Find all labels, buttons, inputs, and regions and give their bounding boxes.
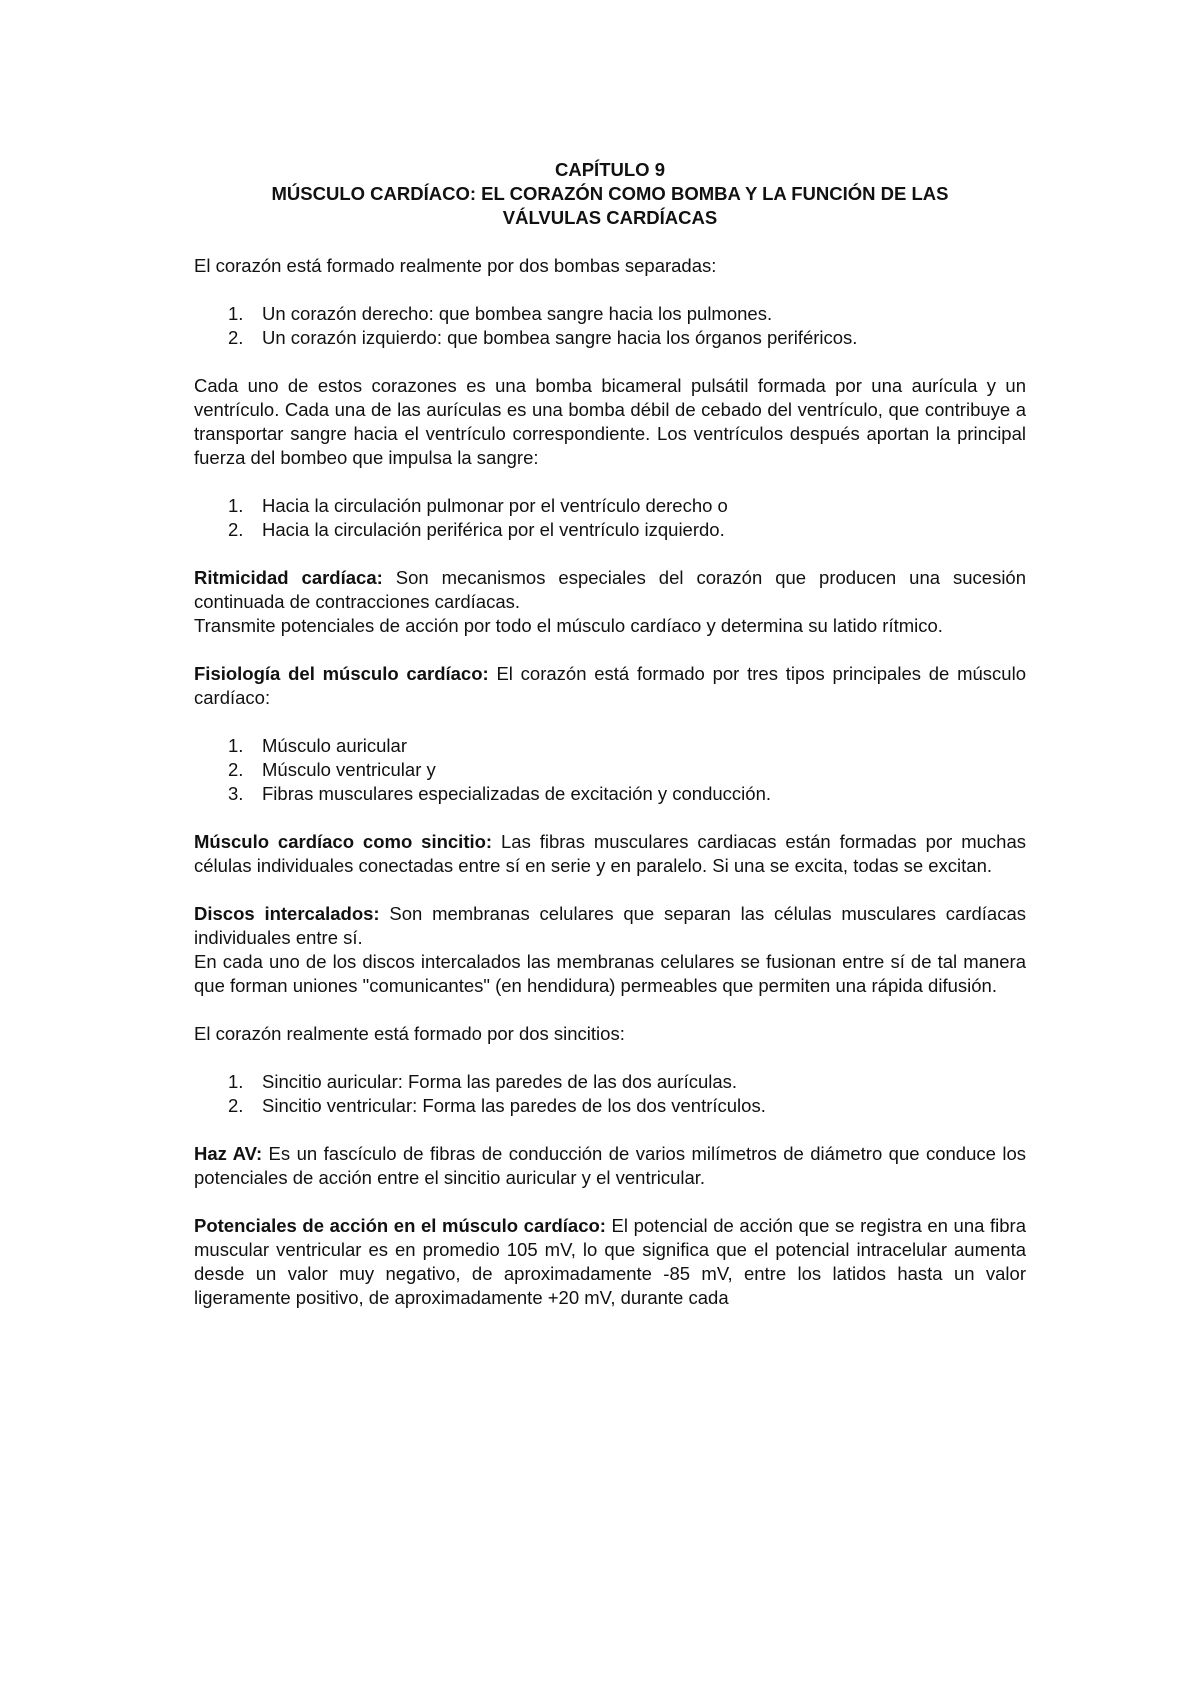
list-number: 2. [228,327,244,348]
list-text: Sincitio ventricular: Forma las paredes de los dos ventrículos. [262,1095,766,1116]
term-label: Discos intercalados: [194,903,380,924]
list-number: 2. [228,759,244,780]
list-text: Hacia la circulación periférica por el ventrículo izquierdo. [262,519,725,540]
chambers-list [194,494,1026,542]
list-number: 3. [228,783,244,804]
list-number: 2. [228,1095,244,1116]
term-definition: El potencial de acción que se registra en una fibra muscular ventricular es en promedio 105 mV, lo que significa que el potencial intracelular aumenta desde un valor muy negativo, de aproximadamente -85 mV, entre los latidos hasta un valor ligeramente positivo, de aproximadamente +20 mV, durante cada [194,1215,1026,1308]
list-item [194,518,1026,542]
list-item [194,494,1026,518]
list-text: Fibras musculares especializadas de excitación y conducción. [262,783,772,804]
term-definition: Son membranas celulares que separan las células musculares cardíacas individuales entre sí. [194,903,1026,948]
list-item [194,326,1026,350]
list-number: 2. [228,519,244,540]
list-number: 1. [228,735,244,756]
list-text: Hacia la circulación pulmonar por el ventrículo derecho o [262,495,728,516]
list-item [194,734,1026,758]
sincitios-list [194,1070,1026,1118]
chapter-title-line2: VÁLVULAS CARDÍACAS [502,207,718,228]
list-text: Un corazón derecho: que bombea sangre hacia los pulmones. [262,303,773,324]
term-definition: El corazón está formado por tres tipos principales de músculo cardíaco: [194,663,1026,708]
chapter-heading [194,158,1026,230]
list-text: Sincitio auricular: Forma las paredes de las dos aurículas. [262,1071,738,1092]
list-text: Músculo ventricular y [262,759,436,780]
potenciales-paragraph [194,1214,1026,1310]
term-definition: Es un fascículo de fibras de conducción de varios milímetros de diámetro que conduce los potenciales de acción entre el sincitio auricular y el ventricular. [194,1143,1026,1188]
term-label: Fisiología del músculo cardíaco: [194,663,489,684]
ritmicidad-paragraph-2: Transmite potenciales de acción por todo el músculo cardíaco y determina su latido rítmico. [194,615,943,636]
intro-list [194,302,1026,350]
list-item [194,1094,1026,1118]
term-label: Músculo cardíaco como sincitio: [194,831,493,852]
sincitios-paragraph: El corazón realmente está formado por dos sincitios: [194,1023,625,1044]
list-item [194,758,1026,782]
list-item [194,1070,1026,1094]
haz-paragraph [194,1142,1026,1190]
discos-paragraph [194,902,1026,950]
list-item [194,302,1026,326]
term-label: Haz AV: [194,1143,263,1164]
list-number: 1. [228,1071,244,1092]
term-label: Potenciales de acción en el músculo cardíaco: [194,1215,606,1236]
fisiologia-list [194,734,1026,806]
list-item [194,782,1026,806]
term-definition: Las fibras musculares cardiacas están formadas por muchas células individuales conectadas entre sí en serie y en paralelo. Si una se excita, todas se excitan. [194,831,1026,876]
term-definition: Son mecanismos especiales del corazón que producen una sucesión continuada de contracciones cardíacas. [194,567,1027,612]
chapter-title-line1: MÚSCULO CARDÍACO: EL CORAZÓN COMO BOMBA Y LA FUNCIÓN DE LAS [271,183,949,204]
term-label: Ritmicidad cardíaca: [194,567,383,588]
list-text: Un corazón izquierdo: que bombea sangre hacia los órganos periféricos. [262,327,858,348]
chambers-paragraph: Cada uno de estos corazones es una bomba bicameral pulsátil formada por una aurícula y un ventrículo. Cada una de las aurículas es una bomba débil de cebado del ventrículo, que contribuye a transportar sangre hacia el ventrículo correspondiente. Los ventrículos después aportan la principal fuerza del bombeo que impulsa la sangre: [194,375,1026,468]
document-page [194,158,1026,1334]
discos-paragraph-2: En cada uno de los discos intercalados las membranas celulares se fusionan entre sí de tal manera que forman uniones "comunicantes" (en hendidura) permeables que permiten una rápida difusión. [194,951,1026,996]
ritmicidad-paragraph [194,566,1026,614]
list-text: Músculo auricular [262,735,407,756]
sincitio-paragraph [194,830,1026,878]
fisiologia-paragraph [194,662,1026,710]
list-number: 1. [228,495,244,516]
list-number: 1. [228,303,244,324]
intro-paragraph: El corazón está formado realmente por dos bombas separadas: [194,255,717,276]
chapter-number: CAPÍTULO 9 [555,159,665,180]
